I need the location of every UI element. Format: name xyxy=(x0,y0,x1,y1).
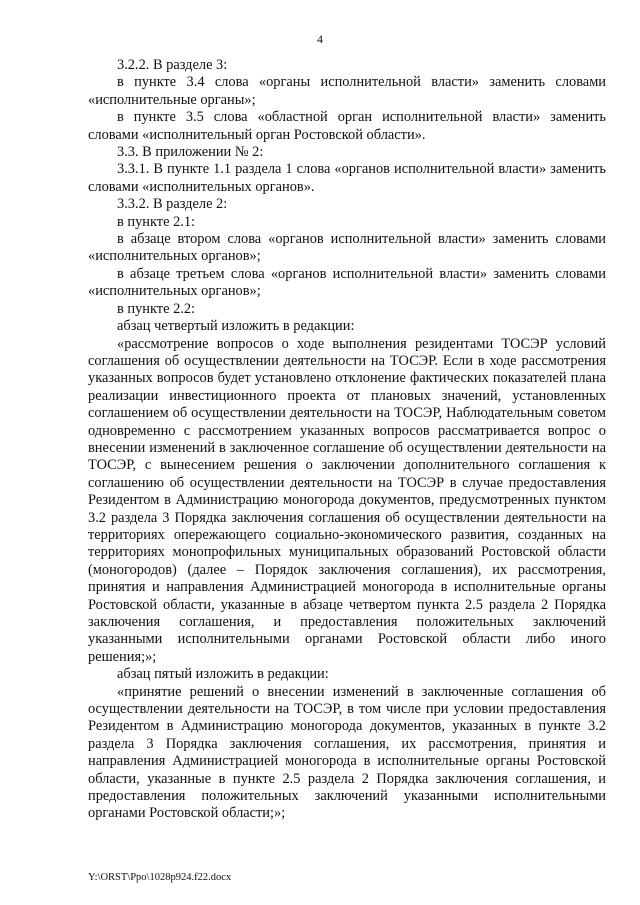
paragraph: 3.3.2. В разделе 2: xyxy=(117,196,228,213)
paragraph: в пункте 2.1: xyxy=(117,213,196,230)
paragraph: в абзаце третьем слова «органов исполнительной власти» заменить словами «исполнительных органов»; xyxy=(88,265,606,300)
page-number: 4 xyxy=(317,32,323,46)
document-body xyxy=(88,57,606,823)
paragraph: «рассмотрение вопросов о ходе выполнения резидентами ТОСЭР условий соглашения об осуществлении деятельности на ТОСЭР. Если в ходе рассмотрения указанных вопросов будет установлено отклонение фактических показателей плана реализации инвестиционного проекта от плановых значений, установленных соглашением об осуществлении деятельности на ТОСЭР, Наблюдательным советом одновременно с рассмотрением указанных вопросов рассматривается вопрос о внесении изменений в заключенное соглашение об осуществлении деятельности на ТОСЭР, с вынесением решения о заключении дополнительного соглашения к соглашению об осуществлении деятельности на ТОСЭР в случае предоставления Резидентом в Администрацию моногорода документов, предусмотренных пунктом 3.2 раздела 3 Порядка заключения соглашения об осуществлении деятельности на территориях опережающего социально-экономического развития, созданных на территориях монопрофильных муниципальных образований Ростовской области (моногородов) (далее – Порядок заключения соглашения), их рассмотрения, принятия и направления Администрацией моногорода в исполнительные органы Ростовской области, указанные в абзаце четвертом пункта 2.5 раздела 2 Порядка заключения соглашения, и предоставления положительных заключений указанными исполнительными органами Ростовской области либо иного решения;»; xyxy=(88,335,606,665)
paragraph: 3.2.2. В разделе 3: xyxy=(117,57,228,73)
paragraph: в абзаце втором слова «органов исполнительной власти» заменить словами «исполнительных органов»; xyxy=(88,231,606,265)
paragraph: «принятие решений о внесении изменений в заключенные соглашения об осуществлении деятельности на ТОСЭР, в том числе при условии предоставления Резидентом в Администрацию моногорода документов, указанных в пункте 3.2 раздела 3 Порядка заключения соглашения, их рассмотрения, принятия и направления Администрацией моногорода в исполнительные органы Ростовской области, указанные в пункте 2.5 раздела 2 Порядка заключения соглашения, и предоставления положительных заключений указанными исполнительными органами Ростовской области;»; xyxy=(88,683,606,822)
paragraph: в пункте 3.5 слова «областной орган исполнительной власти» заменить словами «исполнительный орган Ростовской области». xyxy=(88,109,606,143)
paragraph: абзац пятый изложить в редакции: xyxy=(117,666,329,683)
paragraph: в пункте 2.2: xyxy=(117,300,196,317)
paragraph: 3.3. В приложении № 2: xyxy=(117,144,264,161)
paragraph: 3.3.1. В пункте 1.1 раздела 1 слова «органов исполнительной власти» заменить словами «исполнительных органов». xyxy=(88,161,606,195)
file-path-footer: Y:\ORST\Ppo\1028p924.f22.docx xyxy=(88,872,232,883)
paragraph: абзац четвертый изложить в редакции: xyxy=(117,318,355,335)
paragraph: в пункте 3.4 слова «органы исполнительной власти» заменить словами «исполнительные органы»; xyxy=(88,74,606,108)
